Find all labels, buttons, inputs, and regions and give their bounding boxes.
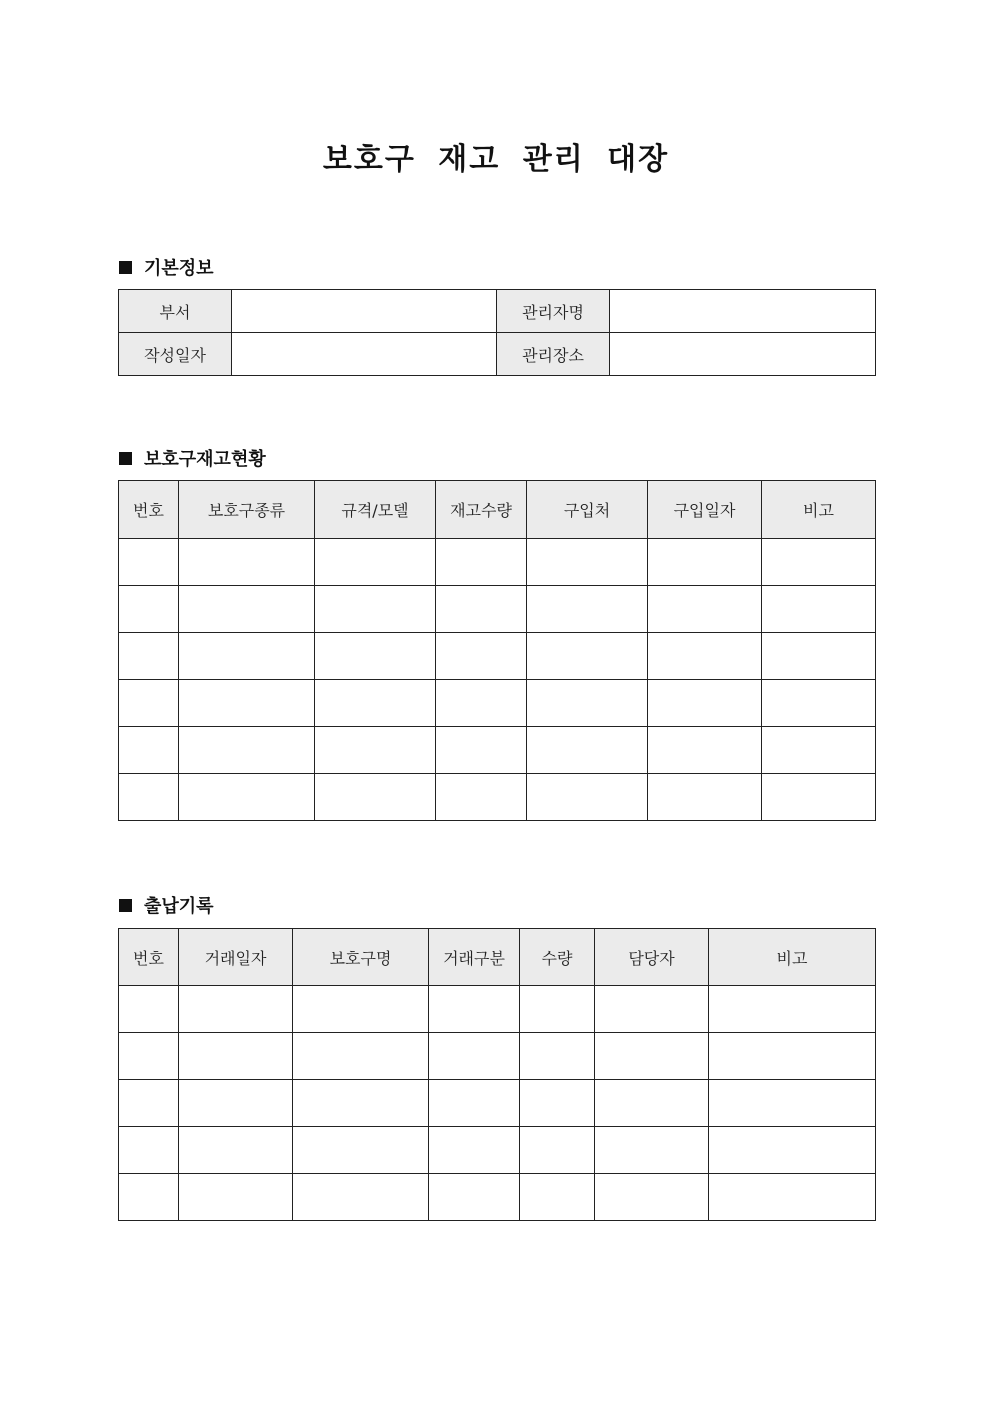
- label-date-written: 작성일자: [119, 333, 232, 376]
- record-cell[interactable]: [429, 1080, 520, 1127]
- square-bullet-icon: [119, 261, 132, 274]
- record-cell[interactable]: [709, 1033, 876, 1080]
- record-cell[interactable]: [179, 986, 293, 1033]
- section-heading: 출납기록: [144, 896, 214, 917]
- record-cell[interactable]: [709, 986, 876, 1033]
- table-row: [119, 1033, 876, 1080]
- stock-cell[interactable]: [119, 727, 179, 774]
- stock-status-table: [118, 480, 876, 821]
- stock-cell[interactable]: [436, 680, 527, 727]
- stock-cell[interactable]: [648, 586, 762, 633]
- stock-cell[interactable]: [315, 680, 436, 727]
- table-row: [119, 1127, 876, 1174]
- record-cell[interactable]: [520, 1174, 595, 1221]
- stock-cell[interactable]: [179, 633, 315, 680]
- record-cell[interactable]: [293, 986, 429, 1033]
- record-cell[interactable]: [595, 1127, 709, 1174]
- stock-cell[interactable]: [119, 586, 179, 633]
- stock-cell[interactable]: [436, 774, 527, 821]
- stock-cell[interactable]: [315, 774, 436, 821]
- stock-cell[interactable]: [648, 539, 762, 586]
- record-cell[interactable]: [179, 1033, 293, 1080]
- stock-cell[interactable]: [762, 680, 876, 727]
- stock-cell[interactable]: [762, 774, 876, 821]
- basic-info-table: [118, 289, 876, 376]
- table-row: [119, 774, 876, 821]
- stock-cell[interactable]: [762, 586, 876, 633]
- record-cell[interactable]: [429, 1127, 520, 1174]
- record-cell[interactable]: [520, 986, 595, 1033]
- record-cell[interactable]: [520, 1080, 595, 1127]
- stock-cell[interactable]: [527, 539, 648, 586]
- stock-cell[interactable]: [119, 633, 179, 680]
- record-cell[interactable]: [709, 1127, 876, 1174]
- table-row: [119, 539, 876, 586]
- stock-cell[interactable]: [119, 680, 179, 727]
- square-bullet-icon: [119, 899, 132, 912]
- stock-cell[interactable]: [119, 774, 179, 821]
- stock-cell[interactable]: [648, 727, 762, 774]
- record-column-header: 보호구명: [293, 929, 429, 986]
- stock-cell[interactable]: [527, 680, 648, 727]
- stock-cell[interactable]: [179, 539, 315, 586]
- stock-cell[interactable]: [527, 727, 648, 774]
- record-cell[interactable]: [429, 986, 520, 1033]
- record-column-header: 담당자: [595, 929, 709, 986]
- record-cell[interactable]: [595, 986, 709, 1033]
- table-row: [119, 586, 876, 633]
- table-row: [119, 633, 876, 680]
- stock-cell[interactable]: [648, 680, 762, 727]
- page-title: 보호구 재고 관리 대장: [322, 142, 670, 177]
- record-cell[interactable]: [179, 1127, 293, 1174]
- record-cell[interactable]: [119, 986, 179, 1033]
- record-cell[interactable]: [179, 1080, 293, 1127]
- stock-cell[interactable]: [315, 727, 436, 774]
- record-cell[interactable]: [293, 1127, 429, 1174]
- record-cell[interactable]: [520, 1127, 595, 1174]
- section-stock-status: [119, 445, 266, 471]
- section-in-out-record: [119, 892, 214, 918]
- stock-cell[interactable]: [648, 774, 762, 821]
- stock-cell[interactable]: [436, 727, 527, 774]
- section-heading: 보호구재고현황: [144, 449, 266, 470]
- record-cell[interactable]: [119, 1080, 179, 1127]
- table-row: [119, 290, 876, 333]
- record-cell[interactable]: [709, 1174, 876, 1221]
- stock-column-header: 보호구종류: [179, 481, 315, 539]
- record-cell[interactable]: [119, 1033, 179, 1080]
- stock-column-header: 구입일자: [648, 481, 762, 539]
- record-cell[interactable]: [595, 1174, 709, 1221]
- label-manager-name: 관리자명: [497, 290, 610, 333]
- table-row: [119, 1080, 876, 1127]
- stock-cell[interactable]: [179, 680, 315, 727]
- stock-cell[interactable]: [315, 633, 436, 680]
- section-heading: 기본정보: [144, 258, 214, 279]
- stock-cell[interactable]: [119, 539, 179, 586]
- stock-cell[interactable]: [762, 727, 876, 774]
- table-row: [119, 986, 876, 1033]
- stock-cell[interactable]: [648, 633, 762, 680]
- record-cell[interactable]: [429, 1033, 520, 1080]
- record-cell[interactable]: [595, 1033, 709, 1080]
- stock-cell[interactable]: [436, 586, 527, 633]
- record-cell[interactable]: [179, 1174, 293, 1221]
- record-cell[interactable]: [119, 1174, 179, 1221]
- record-cell[interactable]: [709, 1080, 876, 1127]
- header-row: [119, 929, 876, 986]
- record-cell[interactable]: [293, 1080, 429, 1127]
- stock-cell[interactable]: [179, 586, 315, 633]
- stock-cell[interactable]: [436, 539, 527, 586]
- section-basic-info: [119, 254, 214, 280]
- label-department: 부서: [119, 290, 232, 333]
- stock-column-header: 비고: [762, 481, 876, 539]
- record-cell[interactable]: [293, 1174, 429, 1221]
- stock-column-header: 규격/모델: [315, 481, 436, 539]
- record-cell[interactable]: [119, 1127, 179, 1174]
- storage-location-field[interactable]: [610, 333, 876, 376]
- stock-cell[interactable]: [762, 539, 876, 586]
- stock-cell[interactable]: [527, 633, 648, 680]
- stock-cell[interactable]: [762, 633, 876, 680]
- stock-cell[interactable]: [436, 633, 527, 680]
- date-written-field[interactable]: [232, 333, 497, 376]
- record-column-header: 비고: [709, 929, 876, 986]
- stock-cell[interactable]: [179, 774, 315, 821]
- table-row: [119, 727, 876, 774]
- stock-column-header: 번호: [119, 481, 179, 539]
- department-field[interactable]: [232, 290, 497, 333]
- table-row: [119, 1174, 876, 1221]
- stock-cell[interactable]: [179, 727, 315, 774]
- record-column-header: 수량: [520, 929, 595, 986]
- record-cell[interactable]: [293, 1033, 429, 1080]
- record-column-header: 거래일자: [179, 929, 293, 986]
- in-out-record-table: [118, 928, 876, 1221]
- stock-cell[interactable]: [527, 586, 648, 633]
- manager-name-field[interactable]: [610, 290, 876, 333]
- stock-column-header: 재고수량: [436, 481, 527, 539]
- record-column-header: 번호: [119, 929, 179, 986]
- stock-column-header: 구입처: [527, 481, 648, 539]
- record-cell[interactable]: [429, 1174, 520, 1221]
- stock-cell[interactable]: [315, 586, 436, 633]
- stock-cell[interactable]: [527, 774, 648, 821]
- table-row: [119, 333, 876, 376]
- record-column-header: 거래구분: [429, 929, 520, 986]
- record-cell[interactable]: [595, 1080, 709, 1127]
- table-row: [119, 680, 876, 727]
- record-cell[interactable]: [520, 1033, 595, 1080]
- stock-cell[interactable]: [315, 539, 436, 586]
- square-bullet-icon: [119, 452, 132, 465]
- label-storage-location: 관리장소: [497, 333, 610, 376]
- header-row: [119, 481, 876, 539]
